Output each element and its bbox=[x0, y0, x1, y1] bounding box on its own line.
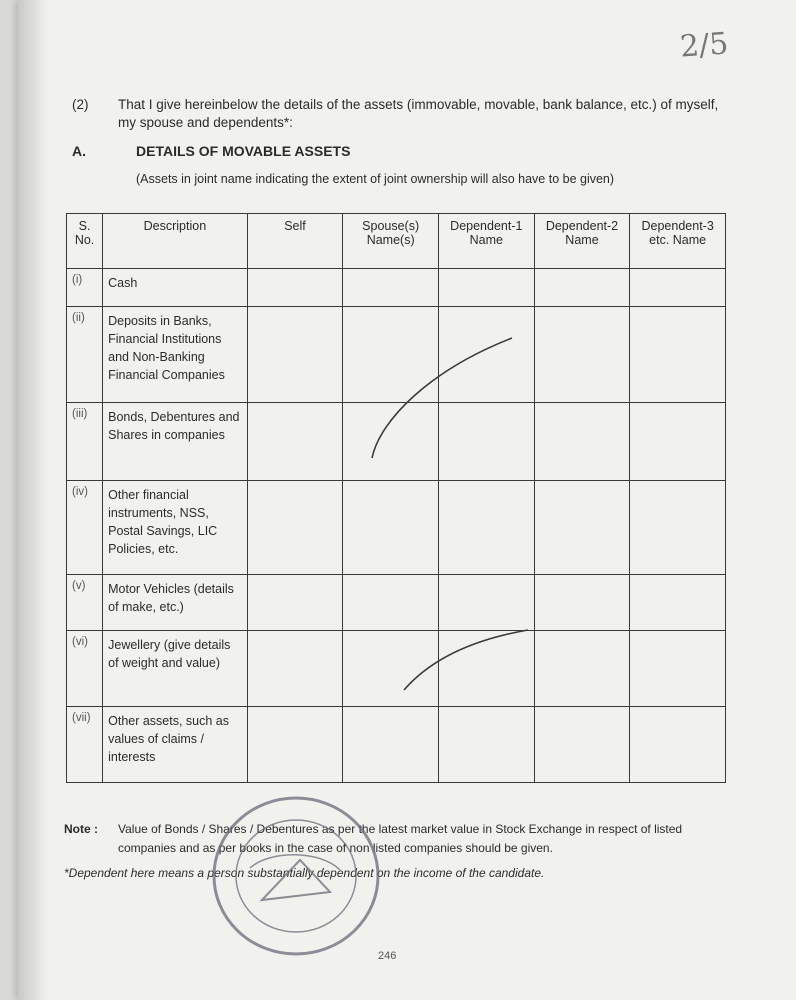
handwritten-dash-stroke bbox=[372, 338, 512, 458]
note-text: Value of Bonds / Shares / Debentures as per the latest market value in Stock Exchange in respect of listed companies and as per books in the case of non listed companies should be given. bbox=[118, 822, 683, 855]
row-description: Other assets, such as values of claims / interests bbox=[103, 707, 248, 783]
header-description: Description bbox=[103, 214, 248, 269]
row-sno: (i) bbox=[67, 269, 103, 307]
section-letter: A. bbox=[72, 143, 86, 159]
page-number: 246 bbox=[378, 950, 397, 962]
row-sno: (iii) bbox=[67, 403, 103, 481]
paragraph-text: That I give hereinbelow the details of the assets (immovable, movable, bank balance, etc.) of myself, my spouse and dependents*: bbox=[118, 97, 719, 130]
row-sno: (iv) bbox=[67, 481, 103, 575]
note-label: Note : bbox=[64, 822, 98, 836]
row-sno: (vi) bbox=[67, 631, 103, 707]
header-spouse: Spouse(s) Name(s) bbox=[343, 214, 439, 269]
dependent-footnote: *Dependent here means a person substantially dependent on the income of the candidate. bbox=[64, 866, 545, 880]
header-sno: S. No. bbox=[67, 214, 103, 269]
row-sno: (v) bbox=[67, 575, 103, 631]
row-description: Bonds, Debentures and Shares in companies bbox=[103, 403, 248, 481]
section-subtitle: (Assets in joint name indicating the extent of joint ownership will also have to be given) bbox=[136, 172, 615, 186]
row-sno: (ii) bbox=[67, 307, 103, 403]
header-dependent-3: Dependent-3 etc. Name bbox=[630, 214, 726, 269]
row-description: Jewellery (give details of weight and value) bbox=[103, 631, 248, 707]
section-title: DETAILS OF MOVABLE ASSETS bbox=[136, 143, 351, 159]
row-description: Deposits in Banks, Financial Institutions and Non-Banking Financial Companies bbox=[103, 307, 248, 403]
handwritten-dash-stroke bbox=[404, 630, 528, 690]
handwritten-page-mark: 2/5 bbox=[678, 26, 730, 65]
official-stamp-seal bbox=[214, 798, 378, 954]
row-description: Other financial instruments, NSS, Postal Savings, LIC Policies, etc. bbox=[103, 481, 248, 575]
row-sno: (vii) bbox=[67, 707, 103, 783]
row-description: Cash bbox=[103, 269, 248, 307]
header-dependent-2: Dependent-2 Name bbox=[534, 214, 630, 269]
header-dependent-1: Dependent-1 Name bbox=[438, 214, 534, 269]
header-self: Self bbox=[247, 214, 343, 269]
paragraph-number: (2) bbox=[72, 97, 89, 112]
row-description: Motor Vehicles (details of make, etc.) bbox=[103, 575, 248, 631]
